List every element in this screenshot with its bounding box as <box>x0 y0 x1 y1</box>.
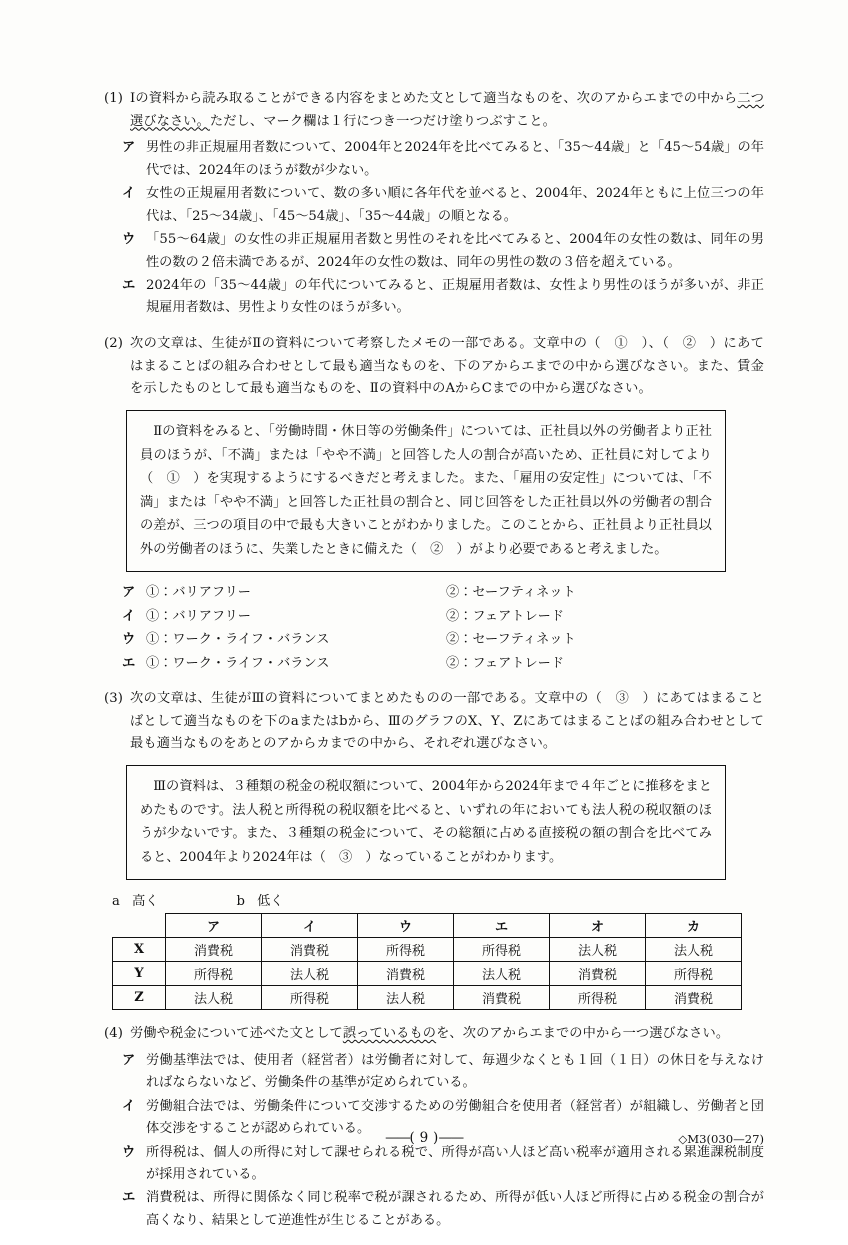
table-cell: 消費税 <box>550 962 646 986</box>
choice-blank2-text: ②：セーフティネット <box>446 632 576 648</box>
ab-option-b[interactable] <box>236 890 283 909</box>
question-4 <box>104 1023 764 1232</box>
choice-mark: ウ <box>122 232 136 248</box>
choice-text: 労働組合法では、労働条件について交渉するための労働組合を使用者（経営者）が組織し、労働者と団体交渉をすることが認められている。 <box>146 1098 764 1137</box>
table-col-header[interactable]: ウ <box>358 914 454 938</box>
table-cell: 所得税 <box>358 938 454 962</box>
table-row <box>113 938 742 962</box>
page-content <box>104 88 764 1245</box>
question-3-combination-table <box>112 913 742 1010</box>
table-cell: 法人税 <box>550 938 646 962</box>
question-4-number: (4) <box>104 1026 124 1042</box>
table-cell: 所得税 <box>646 962 742 986</box>
question-3-ab-options <box>104 890 764 909</box>
choice-text: 労働基準法では、使用者（経営者）は労働者に対して、毎週少なくとも１回（１日）の休日を与えなければならないなど、労働条件の基準が定められている。 <box>146 1052 764 1091</box>
question-3-memo-box <box>126 765 726 880</box>
question-3-memo-text: Ⅲの資料は、３種類の税金の税収額について、2004年から2024年まで４年ごとに推移をまとめたものです。法人税と所得税の税収額を比べると、いずれの年においても法人税の税収額のほうが少ないです。また、３種類の税金について、その総額に占める直接税の額の割合を比べてみると、2004年より2024年は（ ③ ）なっていることがわかります。 <box>140 779 712 865</box>
table-cell: 所得税 <box>454 938 550 962</box>
table-cell: 法人税 <box>262 962 358 986</box>
page-footer <box>0 1130 848 1152</box>
choice-item[interactable] <box>122 275 764 320</box>
question-1-number: (1) <box>104 91 124 106</box>
choice-blank1-text: ①：ワーク・ライフ・バランス <box>146 655 330 671</box>
choice-mark: ア <box>122 140 136 156</box>
table-row-header: Z <box>113 986 166 1010</box>
choice-mark: エ <box>122 655 136 671</box>
question-4-prompt-part1: 労働や税金について述べた文として <box>130 1026 343 1042</box>
choice-blank2-text: ②：フェアトレード <box>446 608 565 624</box>
question-2-prompt <box>104 333 764 401</box>
table-row <box>113 986 742 1010</box>
choice-item[interactable] <box>122 137 764 182</box>
choice-item[interactable] <box>122 605 764 629</box>
table-row <box>113 962 742 986</box>
choice-item[interactable] <box>122 581 764 605</box>
choice-blank2-text: ②：フェアトレード <box>446 655 565 671</box>
table-col-header[interactable]: イ <box>262 914 358 938</box>
ab-option-a[interactable] <box>112 890 158 909</box>
choice-blank2-text: ②：セーフティネット <box>446 585 576 601</box>
table-cell: 所得税 <box>550 986 646 1010</box>
choice-text: 2024年の「35～44歳」の年代についてみると、正規雇用者数は、女性より男性のほうが多いが、非正規雇用者数は、男性より女性のほうが多い。 <box>146 278 764 316</box>
question-2-choices <box>104 581 764 675</box>
choice-mark: イ <box>122 186 136 202</box>
table-col-header[interactable]: オ <box>550 914 646 938</box>
choice-mark: ア <box>122 1052 136 1068</box>
table-row-header: Y <box>113 962 166 986</box>
table-cell: 消費税 <box>454 986 550 1010</box>
page-rule-right: —— <box>438 1130 463 1146</box>
question-3-prompt-text: 次の文章は、生徒がⅢの資料についてまとめたものの一部である。文章中の（ ③ ）にあてはまることばとして適当なものを下のaまたはbから、ⅢのグラフのX、Y、Zにあてはまることばの組み合わせとして最も適当なものをあとのアからカまでの中から、それぞれ選びなさい。 <box>130 691 764 752</box>
ab-option-a-label: 高く <box>132 894 159 910</box>
table-cell: 消費税 <box>358 962 454 986</box>
question-1-prompt-emphasis: 二つ選びなさい。 <box>130 91 765 129</box>
document-id: ◇M3(030—27) <box>678 1132 764 1146</box>
table-cell: 法人税 <box>166 986 262 1010</box>
question-3-prompt <box>104 688 764 756</box>
choice-blank1-text: ①：バリアフリー <box>146 608 251 624</box>
choice-item[interactable] <box>122 1187 764 1232</box>
choice-mark: ア <box>122 585 136 601</box>
table-col-header[interactable]: ア <box>166 914 262 938</box>
question-1-prompt-part1: Ⅰの資料から読み取ることができる内容をまとめた文として適当なものを、次のアからエまでの中から <box>130 91 738 106</box>
question-1-prompt-part2: ただし、マーク欄は１行につき一つだけ塗りつぶすこと。 <box>209 113 556 129</box>
ab-option-a-key: a <box>112 894 120 910</box>
question-2-memo-text: Ⅱの資料をみると、「労働時間・休日等の労働条件」については、正社員以外の労働者より正社員のほうが、「不満」または「やや不満」と回答した人の割合が高いため、正社員に対してより（ ① ）を実現するようにするべきだと考えました。また、「雇用の安定性」については、「不満」または「やや不満」と回答した正社員の割合と、同じ回答をした正社員以外の労働者の割合の差が、三つの項目の中で最も大きいことがわかりました。このことから、正社員より正社員以外の労働者のほうに、失業したときに備えた（ ② ）がより必要であると考えました。 <box>140 424 712 557</box>
question-2 <box>104 333 764 675</box>
choice-mark: エ <box>122 278 136 294</box>
question-4-prompt <box>104 1023 764 1046</box>
question-2-prompt-text: 次の文章は、生徒がⅡの資料について考察したメモの一部である。文章中の（ ① ）、（ ② ）にあてはまることばの組み合わせとして最も適当なものを、下のアからエまでの中から選びなさい。また、賃金を示したものとして最も適当なものを、Ⅱの資料中のAからCまでの中から選びなさい。 <box>130 335 764 397</box>
table-cell: 消費税 <box>646 986 742 1010</box>
question-4-prompt-text <box>130 1023 764 1046</box>
question-1-choices <box>104 137 764 320</box>
choice-mark: ウ <box>122 1144 136 1160</box>
table-cell: 法人税 <box>358 986 454 1010</box>
page-rule-left: —— <box>385 1130 410 1146</box>
table-cell: 消費税 <box>166 938 262 962</box>
table-cell: 法人税 <box>646 938 742 962</box>
choice-item[interactable] <box>122 229 764 274</box>
table-corner-cell <box>113 914 166 938</box>
question-3 <box>104 688 764 1010</box>
question-4-prompt-part2: を、次のアからエまでの中から一つ選びなさい。 <box>436 1026 730 1042</box>
choice-blank1-text: ①：バリアフリー <box>146 585 251 601</box>
choice-mark: ウ <box>122 632 136 648</box>
choice-item[interactable] <box>122 183 764 228</box>
choice-mark: イ <box>122 608 136 624</box>
ab-option-b-label: 低く <box>257 894 284 910</box>
question-1-prompt-text <box>130 88 764 133</box>
choice-item[interactable] <box>122 628 764 652</box>
question-3-number: (3) <box>104 691 124 707</box>
choice-text: 消費税は、所得に関係なく同じ税率で税が課されるため、所得が低い人ほど所得に占める税金の割合が高くなり、結果として逆進性が生じることがある。 <box>146 1190 764 1228</box>
question-1-prompt <box>104 88 764 133</box>
question-4-prompt-emphasis: 誤っているもの <box>342 1026 437 1042</box>
question-2-number: (2) <box>104 335 124 351</box>
ab-option-b-key: b <box>236 894 245 910</box>
table-cell: 所得税 <box>262 986 358 1010</box>
choice-item[interactable] <box>122 652 764 676</box>
question-2-memo-box <box>126 410 726 572</box>
choice-text: 男性の非正規雇用者数について、2004年と2024年を比べてみると、「35～44歳」と「45～54歳」の年代では、2024年のほうが数が少ない。 <box>146 140 764 178</box>
choice-blank1-text: ①：ワーク・ライフ・バランス <box>146 632 330 648</box>
choice-text: 「55～64歳」の女性の非正規雇用者数と男性のそれを比べてみると、2004年の女性の数は、同年の男性の数の２倍未満であるが、2024年の女性の数は、同年の男性の数の３倍を超えている。 <box>146 232 764 270</box>
question-1 <box>104 88 764 320</box>
table-header-row <box>113 914 742 938</box>
table-cell: 消費税 <box>262 938 358 962</box>
table-col-header[interactable]: エ <box>454 914 550 938</box>
table-col-header[interactable]: カ <box>646 914 742 938</box>
choice-mark: エ <box>122 1190 136 1206</box>
table-row-header: X <box>113 938 166 962</box>
choice-text: 所得税は、個人の所得に対して課せられる税で、所得が高い人ほど高い税率が適用される累進課税制度が採用されている。 <box>146 1144 764 1183</box>
choice-text: 女性の正規雇用者数について、数の多い順に各年代を並べると、2004年、2024年ともに上位三つの年代は、「25～34歳」、「45～54歳」、「35～44歳」の順となる。 <box>146 186 764 224</box>
table-cell: 法人税 <box>454 962 550 986</box>
page-number-value: ( 9 ) <box>409 1130 439 1146</box>
choice-mark: イ <box>122 1098 136 1114</box>
table-cell: 所得税 <box>166 962 262 986</box>
choice-item[interactable] <box>122 1050 764 1095</box>
